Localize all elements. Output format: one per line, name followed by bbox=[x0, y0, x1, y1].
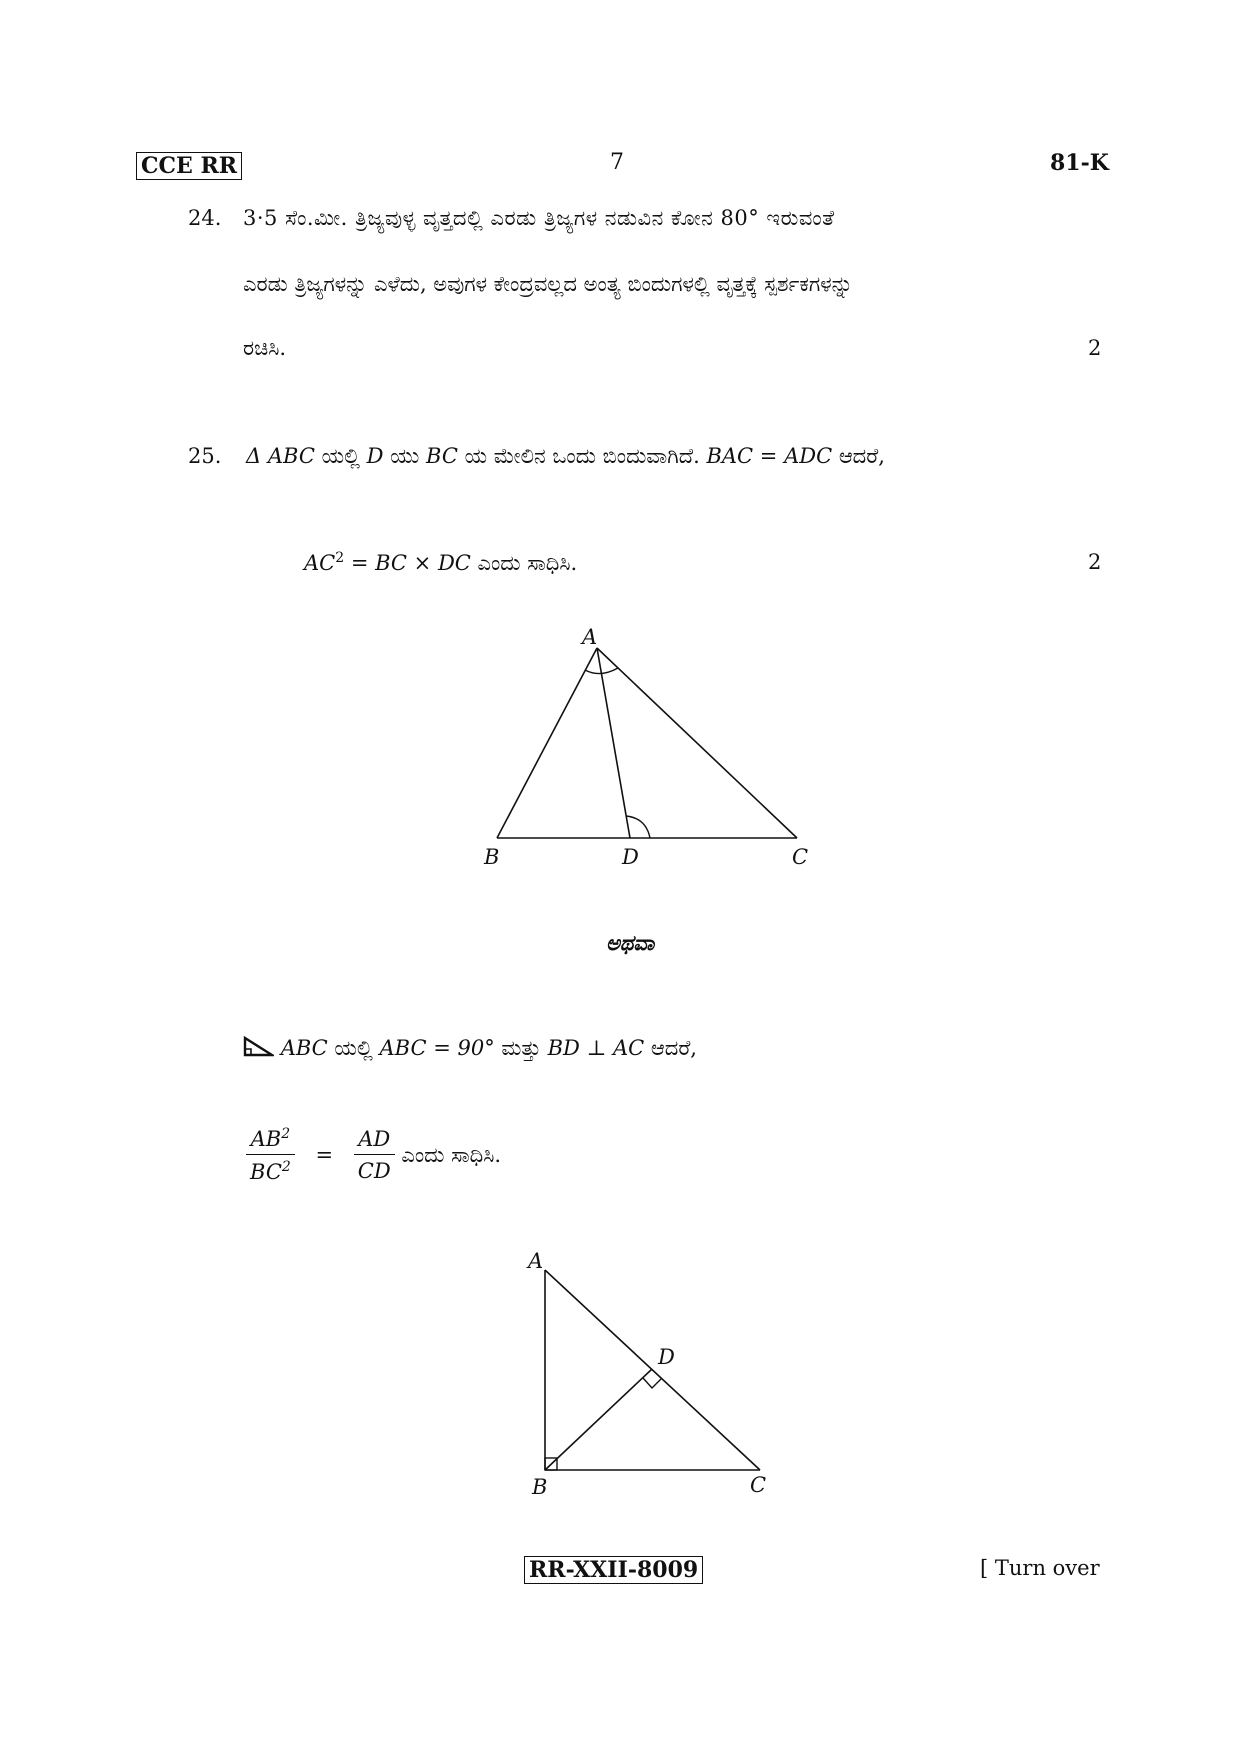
label-b: B bbox=[532, 1475, 548, 1499]
q24-marks: 2 bbox=[1088, 336, 1102, 360]
product-text: = BC × DC bbox=[344, 551, 471, 575]
fraction-ab2-bc2 bbox=[246, 1126, 295, 1185]
angle-equality: BAC = ADC bbox=[706, 444, 833, 468]
fraction-ad-cd bbox=[354, 1127, 395, 1184]
label-a: A bbox=[582, 625, 598, 649]
bc-text: BC bbox=[250, 1160, 282, 1185]
page-number: 7 bbox=[610, 150, 624, 175]
text-fragment: ಎಂದು ಸಾಧಿಸಿ. bbox=[470, 551, 578, 575]
footer-code-box: RR-XXII-8009 bbox=[524, 1556, 703, 1584]
right-triangle-icon bbox=[242, 1036, 274, 1058]
segment-bc: BC bbox=[426, 444, 458, 468]
superscript: 2 bbox=[281, 1159, 291, 1176]
label-c: C bbox=[792, 845, 809, 869]
ad-text: AD bbox=[354, 1127, 395, 1155]
triangle-abc-text: ABC bbox=[280, 1036, 328, 1060]
label-d: D bbox=[622, 845, 639, 869]
text-fragment: ಯ ಮೇಲಿನ ಒಂದು ಬಿಂದುವಾಗಿದೆ. bbox=[457, 444, 707, 468]
point-d: D bbox=[366, 444, 384, 468]
triangle-abc-text: Δ ABC bbox=[246, 444, 315, 468]
text-fragment: ಆದರೆ, bbox=[832, 444, 885, 468]
paper-code-box: CCE RR bbox=[136, 152, 242, 180]
q25-alt-line2 bbox=[246, 1126, 501, 1185]
subject-code: 81-K bbox=[1050, 150, 1109, 176]
equals-sign: = bbox=[315, 1143, 334, 1168]
superscript: 2 bbox=[281, 1126, 291, 1142]
segment-bd bbox=[545, 1369, 652, 1470]
text-fragment: ಯಲ್ಲಿ bbox=[314, 444, 367, 468]
q24-number: 24. bbox=[188, 206, 222, 230]
right-angle-d-marker bbox=[643, 1378, 661, 1388]
or-text: ಅಥವಾ bbox=[606, 930, 655, 955]
text-fragment: ಯಲ್ಲಿ bbox=[327, 1036, 380, 1060]
q24-line2: ಎರಡು ತ್ರಿಜ್ಯಗಳನ್ನು ಎಳೆದು, ಅವುಗಳ ಕೇಂದ್ರವಲ್ಲದ ಅಂತ್ಯ ಬಿಂದುಗಳಲ್ಲಿ ವೃತ್ತಕ್ಕೆ ಸ್ಪರ್ಶಕಗಳನ್ನು bbox=[243, 272, 853, 296]
side-ac bbox=[597, 648, 797, 838]
superscript: 2 bbox=[335, 550, 345, 566]
q25-alt-line1 bbox=[242, 1036, 697, 1061]
q25-number: 25. bbox=[188, 444, 222, 468]
figure-triangle-abc-with-d bbox=[440, 620, 840, 880]
angle-abc-90: ABC = 90° bbox=[379, 1036, 495, 1060]
text-fragment: ಮತ್ತು bbox=[494, 1036, 548, 1060]
ab-text: AB bbox=[250, 1127, 282, 1151]
q25-line1 bbox=[246, 444, 885, 469]
text-fragment: ಆದರೆ, bbox=[644, 1036, 697, 1060]
q24-line1: 3·5 ಸೆಂ.ಮೀ. ತ್ರಿಜ್ಯವುಳ್ಳ ವೃತ್ತದಲ್ಲಿ ಎರಡು ತ್ರಿಜ್ಯಗಳ ನಡುವಿನ ಕೋನ 80° ಇರುವಂತೆ bbox=[243, 206, 835, 230]
cd-text: CD bbox=[357, 1159, 391, 1184]
label-b: B bbox=[484, 845, 500, 869]
figure-right-triangle-abc bbox=[520, 1250, 800, 1510]
q25-line2 bbox=[304, 550, 577, 576]
bd-perp-ac: BD ⊥ AC bbox=[547, 1036, 645, 1060]
label-a: A bbox=[528, 1250, 544, 1273]
q25-marks: 2 bbox=[1088, 550, 1102, 574]
segment-ad bbox=[597, 648, 630, 838]
q24-line3: ರಚಿಸಿ. bbox=[243, 336, 287, 360]
ac-text: AC bbox=[304, 551, 336, 575]
text-fragment: ಎಂದು ಸಾಧಿಸಿ. bbox=[401, 1143, 502, 1168]
side-ab bbox=[497, 648, 597, 838]
label-c: C bbox=[750, 1473, 767, 1497]
text-fragment: ಯು bbox=[383, 444, 426, 468]
label-d: D bbox=[658, 1345, 675, 1369]
turn-over-text: [ Turn over bbox=[980, 1556, 1100, 1580]
